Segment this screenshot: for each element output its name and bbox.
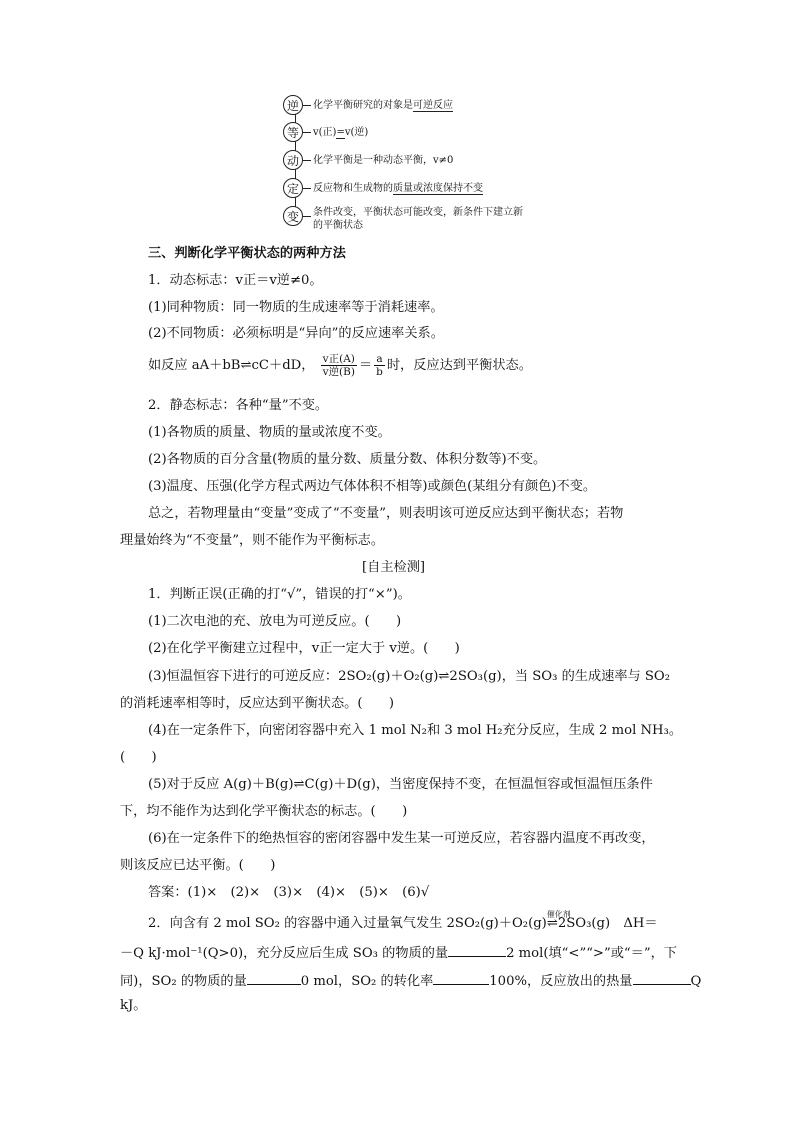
q1-item-4b: ( ) [120,750,157,765]
rate-fraction: $\frac{\text{v正(A)}}{\text{v逆(B)}}$ [322,353,355,378]
q1-item-4a: (4)在一定条件下，向密闭容器中充入 1 mol N₂和 3 mol H₂充分反应，生成 2 mol NH₃。 [148,723,683,738]
static-sign: 2．静态标志：各种“量”不变。 [148,398,329,413]
q1-item-6b: 则该反应已达平衡。( ) [120,858,276,873]
q1-item-3b: 的消耗速率相等时，反应达到平衡状态。( ) [120,696,395,711]
self-check-heading: [自主检测] [362,560,426,575]
static-3: (3)温度、压强(化学方程式两边气体体积不相等)或颜色(某组分有颜色)不变。 [148,479,597,494]
q1-item-5a: (5)对于反应 A(g)＋B(g)⇌C(g)＋D(g)，当密度保持不变，在恒温恒容或恒温恒压条件 [148,777,653,792]
diagram-row-bian: 变 条件改变，平衡状态可能改变，新条件下建立新的平衡状态 [283,206,525,236]
static-2: (2)各物质的百分含量(物质的量分数、质量分数、体积分数等)不变。 [148,452,547,467]
circle-char: 动 [283,150,303,170]
same-substance: (1)同种物质：同一物质的生成速率等于消耗速率。 [148,300,444,315]
question-1: 1．判断正误(正确的打“√”，错误的打“×”)。 [148,587,411,602]
answer-line: 答案：(1)× (2)× (3)× (4)× (5)× (6)√ [148,885,430,900]
q1-item-2: (2)在化学平衡建立过程中，v正一定大于 v逆。( ) [148,641,460,656]
diagram-row-ding: 定 反应物和生成物的质量或浓度保持不变 [283,177,483,199]
answer-blank[interactable] [448,942,506,957]
q1-item-1: (1)二次电池的充、放电为可逆反应。( ) [148,614,402,629]
circle-char: 定 [283,178,303,198]
answer-blank[interactable] [247,970,301,985]
question-2-line-3: 同)，SO₂ 的物质的量 0 mol，SO₂ 的转化率 100%，反应放出的热量 Q [120,970,701,991]
summary-line-2: 理量始终为“不变量”，则不能作为平衡标志。 [120,533,385,548]
q1-item-3a: (3)恒温恒容下进行的可逆反应：2SO₂(g)＋O₂(g)⇌2SO₃(g)，当 SO₃ 的生成速率与 SO₂ [148,669,671,684]
section-title: 三、判断化学平衡状态的两种方法 [148,246,346,261]
example-reaction: 如反应 aA＋bB⇌cC＋dD， $\frac{\text{v正(A)}}{\text{v逆(B)}}$ ＝ $\frac{a}{b}$ 时，反应达到平衡状态。 [148,353,532,378]
question-2-line-1: 2．向含有 2 mol SO₂ 的容器中通入过量氧气发生 2SO₂(g)＋O₂(g) 催化剂 ⇌2SO₃(g) ΔH＝ [148,910,658,931]
q1-item-5b: 下，均不能作为达到化学平衡状态的标志。( ) [120,804,408,819]
answer-blank[interactable] [633,970,691,985]
circle-char: 逆 [283,95,303,115]
different-substance: (2)不同物质：必须标明是“异向”的反应速率关系。 [148,326,444,341]
circle-char: 等 [283,122,303,142]
question-2-line-4: kJ。 [120,998,147,1013]
static-1: (1)各物质的质量、物质的量或浓度不变。 [148,425,391,440]
catalyst-arrow: 催化剂 ⇌ [546,910,571,931]
diagram-row-deng: 等 v(正)=v(逆) [283,121,368,143]
q1-item-6a: (6)在一定条件下的绝热恒容的密闭容器中发生某一可逆反应，若容器内温度不再改变， [148,831,655,846]
dynamic-sign: 1．动态标志：v正＝v逆≠0。 [148,273,323,288]
reversible-arrow: ⇌ [240,358,252,373]
diagram-row-ni: 逆 化学平衡研究的对象是可逆反应 [283,94,453,116]
diagram-row-dong: 动 化学平衡是一种动态平衡，v≠0 [283,149,453,171]
question-2-line-2: －Q kJ·mol⁻¹(Q>0)，充分反应后生成 SO₃ 的物质的量 2 mol(填“<”“>”或“＝”，下 [120,942,677,963]
equilibrium-features-diagram [283,94,613,239]
circle-char: 变 [283,206,303,226]
coef-fraction: $\frac{a}{b}$ [376,353,383,378]
summary-line-1: 总之，若物理量由“变量”变成了“不变量”，则表明该可逆反应达到平衡状态；若物 [148,506,624,521]
answer-blank[interactable] [433,970,489,985]
